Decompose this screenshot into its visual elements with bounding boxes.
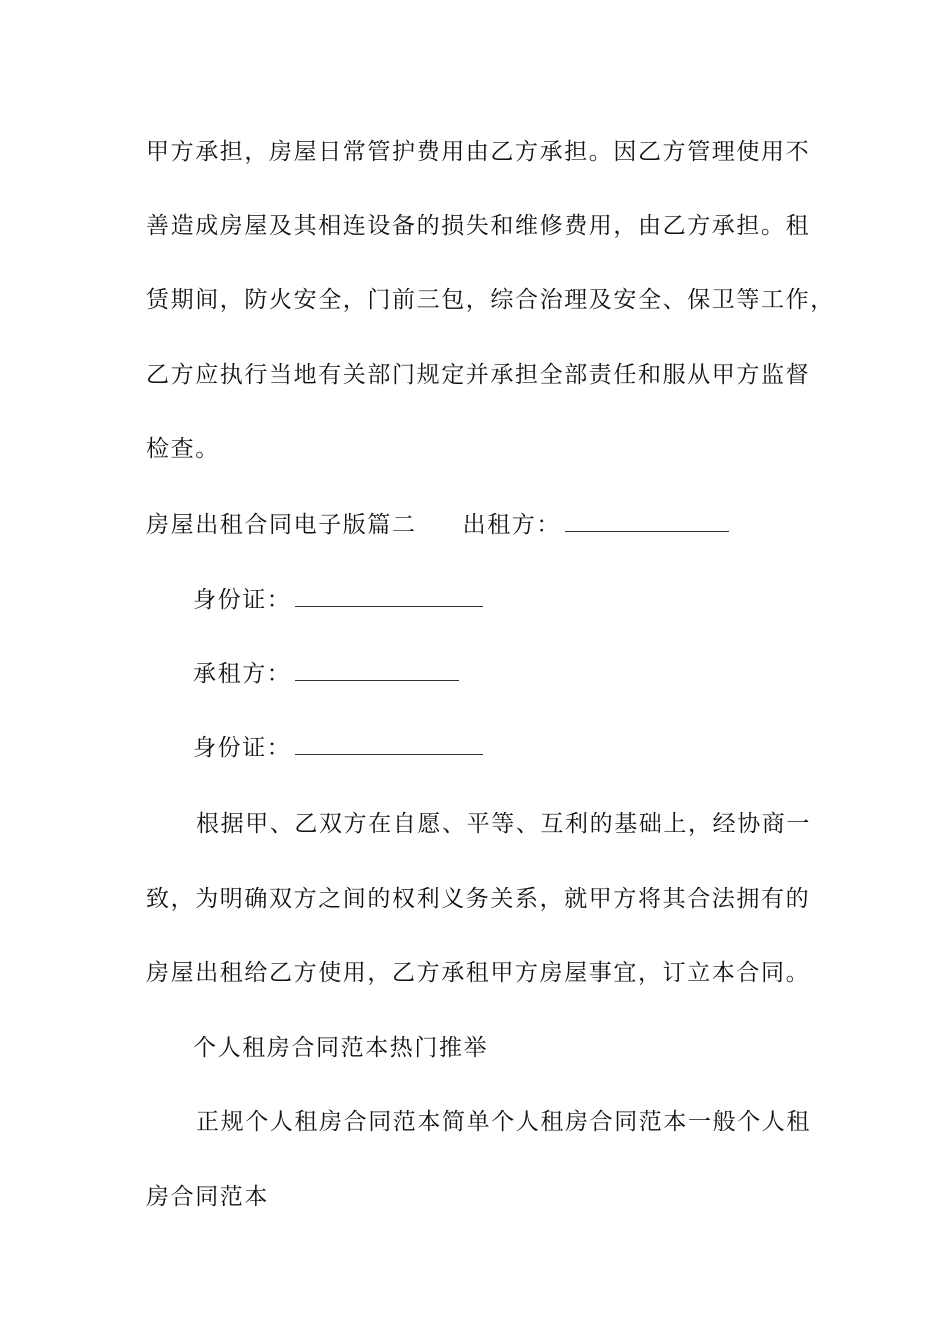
id2-row <box>193 733 483 763</box>
lessee-blank <box>295 660 459 681</box>
paragraph1-line5: 检查。 <box>146 436 220 462</box>
id1-blank <box>295 586 483 607</box>
lessor-blank <box>565 511 729 532</box>
paragraph1-line3: 赁期间，防火安全，门前三包，综合治理及安全、保卫等工作， <box>146 287 835 313</box>
paragraph1-line4: 乙方应执行当地有关部门规定并承担全部责任和服从甲方监督 <box>146 362 811 388</box>
id1-row <box>193 585 483 615</box>
paragraph1-line2: 善造成房屋及其相连设备的损失和维修费用，由乙方承担。租 <box>146 213 811 239</box>
recommend-line2: 房合同范本 <box>146 1184 269 1210</box>
lessor-label: 出租方： <box>462 512 562 538</box>
section-heading-row <box>146 510 729 540</box>
lessee-row <box>193 659 459 689</box>
id2-blank <box>295 734 483 755</box>
paragraph2-line1: 根据甲、乙双方在自愿、平等、互利的基础上，经协商一 <box>196 811 811 837</box>
lessee-label: 承租方： <box>193 661 292 687</box>
paragraph2-line3: 房屋出租给乙方使用，乙方承租甲方房屋事宜，订立本合同。 <box>146 960 811 986</box>
id2-label: 身份证： <box>193 735 292 761</box>
recommend-line1: 正规个人租房合同范本简单个人租房合同范本一般个人租 <box>196 1109 811 1135</box>
paragraph2-line2: 致，为明确双方之间的权利义务关系，就甲方将其合法拥有的 <box>146 886 811 912</box>
paragraph1-line1: 甲方承担，房屋日常管护费用由乙方承担。因乙方管理使用不 <box>146 139 811 165</box>
section-heading: 房屋出租合同电子版篇二 <box>146 512 417 538</box>
id1-label: 身份证： <box>193 587 292 613</box>
recommend-heading: 个人租房合同范本热门推举 <box>193 1035 489 1061</box>
